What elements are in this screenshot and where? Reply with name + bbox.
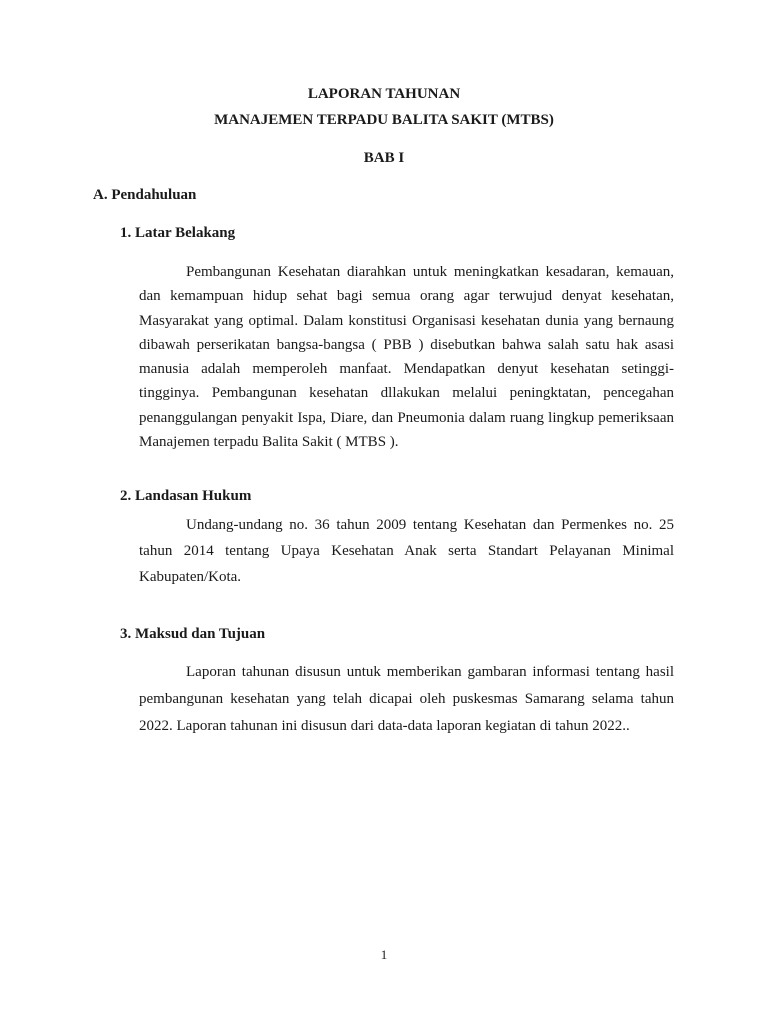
subsection-2-heading: 2. Landasan Hukum	[120, 488, 252, 504]
report-title: LAPORAN TAHUNAN	[307, 86, 461, 102]
section-a-heading: A. Pendahuluan	[93, 187, 197, 203]
subsection-3-paragraph: Laporan tahunan disusun untuk memberikan gambaran informasi tentang hasil pembangunan kesehatan yang telah dicapai oleh puskesmas Samarang selama tahun 2022. Laporan tahunan ini disusun dari data-data laporan kegiatan di tahun 2022..	[139, 664, 674, 734]
subsection-3-heading: 3. Maksud dan Tujuan	[120, 626, 266, 642]
report-subtitle: MANAJEMEN TERPADU BALITA SAKIT (MTBS)	[214, 112, 554, 128]
page-number: 1	[380, 947, 388, 962]
subsection-1-heading: 1. Latar Belakang	[120, 225, 236, 241]
subsection-2-paragraph: Undang-undang no. 36 tahun 2009 tentang Kesehatan dan Permenkes no. 25 tahun 2014 tentang Upaya Kesehatan Anak serta Standart Pelayanan Minimal Kabupaten/Kota.	[139, 517, 674, 585]
subsection-1-paragraph: Pembangunan Kesehatan diarahkan untuk meningkatkan kesadaran, kemauan, dan kemampuan hidup sehat bagi semua orang agar terwujud denyat kesehatan, Masyarakat yang optimal. Dalam konstitusi Organisasi kesehatan dunia yang bernaung dibawah perserikatan bangsa-bangsa ( PBB ) disebutkan bahwa salah satu hak asasi manusia adalah memperoleh manfaat. Mendapatkan denyut kesehatan setinggi-tingginya. Pembangunan kesehatan dllakukan melalui peningktatan, pencegahan penanggulangan penyakit Ispa, Diare, dan Pneumonia dalam ruang lingkup pemeriksaan Manajemen terpadu Balita Sakit ( MTBS ).	[139, 264, 674, 451]
chapter-heading: BAB I	[363, 150, 405, 166]
